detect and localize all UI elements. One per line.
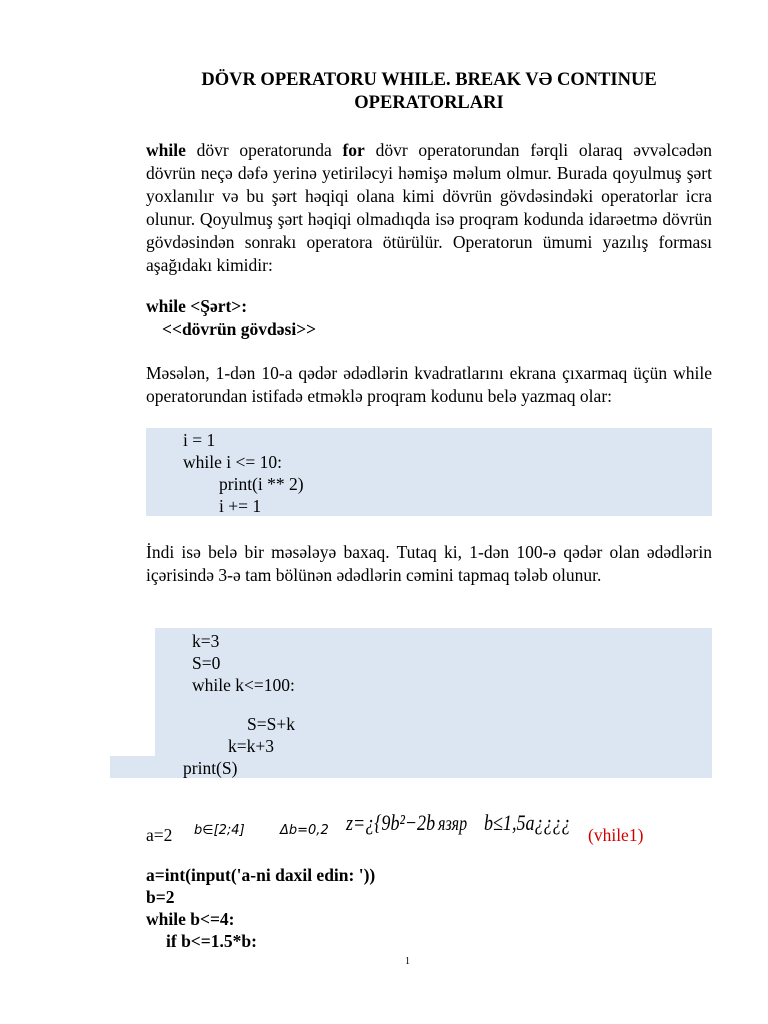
formula-condition: b≤1,5a¿¿¿¿ — [484, 810, 571, 835]
formula-condition-word: язяр — [438, 813, 468, 835]
code3-line: a=int(input('a-ni daxil edin: ')) — [146, 865, 376, 885]
code3-line: if b<=1.5*b: — [166, 931, 257, 951]
code2-line: print(S) — [183, 758, 238, 778]
code1-line: i += 1 — [219, 496, 262, 516]
formula-delta: Δb=0,2 — [280, 823, 329, 838]
code3-line: b=2 — [146, 887, 175, 907]
formula-a-eq: a=2 — [146, 825, 173, 845]
paragraph-intro — [146, 139, 712, 277]
paragraph-example-1: Məsələn, 1-dən 10-a qədər ədədlərin kvadratlarını ekrana çıxarmaq üçün while operatorundan istifadə etməklə proqram kodunu belə yazmaq olar: — [146, 363, 712, 406]
para-intro-text-a: dövr operatorunda — [185, 140, 343, 160]
formula-b-range: b∈[2;4] — [194, 823, 245, 838]
syntax-line-1: while <Şərt>: — [146, 296, 248, 316]
code2-line: S=0 — [192, 653, 221, 673]
formula-label: (vhile1) — [588, 825, 644, 845]
code2-line: k=3 — [192, 631, 220, 651]
code2-line: S=S+k — [247, 714, 295, 734]
title-line-1: DÖVR OPERATORU WHILE. BREAK VƏ CONTINUE — [201, 70, 657, 90]
code1-line: print(i ** 2) — [219, 474, 304, 494]
code1-line: while i <= 10: — [183, 452, 282, 472]
paragraph-example-2: İndi isə belə bir məsələyə baxaq. Tutaq ki, 1-dən 100-ə qədər olan ədədlərin içərisində 3-ə tam bölünən ədədlərin cəmini tapmaq tələb olunur. — [146, 542, 712, 585]
code1-line: i = 1 — [183, 430, 216, 450]
para-intro-text-b: dövr operatorundan fərqli olaraq əvvəlcədən dövrün neçə dəfə yerinə yetiriləcyi həmişə məlum olmur. Burada qoyulmuş şərt yoxlanılır və bu şərt həqiqi olana kimi dövrün gövdəsindəki operatorlar icra olunur. Qoyulmuş şərt həqiqi olmadıqda isə proqram kodunda idarəetmə dövrün gövdəsindən sonrakı operatora ötürülür. Operatorun ümumi yazılış forması aşağıdakı kimidir: — [146, 140, 712, 275]
page-number: 1 — [405, 956, 410, 967]
formula-z-expression: z=¿{9b²−2b — [346, 810, 436, 835]
title-line-2: OPERATORLARI — [354, 93, 504, 113]
code2-line: while k<=100: — [192, 675, 295, 695]
code3-line: while b<=4: — [146, 909, 235, 929]
keyword-for: for — [342, 140, 365, 160]
syntax-line-2: <<dövrün gövdəsi>> — [162, 319, 317, 339]
code2-line: k=k+3 — [228, 736, 274, 756]
keyword-while: while — [146, 140, 186, 160]
